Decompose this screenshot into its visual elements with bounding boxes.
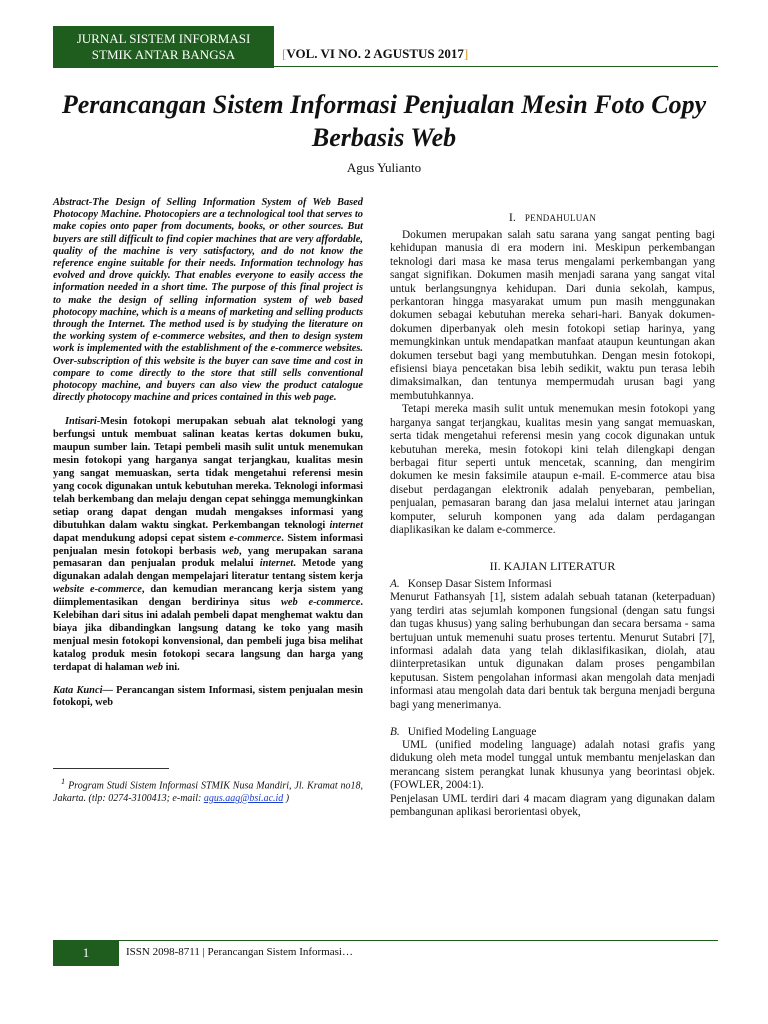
subsection-a-heading: A. Konsep Dasar Sistem Informasi	[390, 578, 552, 591]
paper-author: Agus Yulianto	[346, 160, 422, 175]
intisari-label: Intisari	[65, 416, 97, 428]
section-1-paragraph-1: Dokumen merupakan salah satu sarana yang sangat penting bagi kehidupan manusia di era modern ini. Meskipun perkembangan teknologi dari masa ke masa terus mengalami perkembangan yang sangat signifikan. Dokumen masih menjadi sarana yang sangat vital untuk berlangsungnya kehidupan. Dari dunia sekolah, kampus, perkantoran hingga masyarakat umum pun masih menggunakan dokumen sebagai kebutuhan mereka sehari-hari. Banyak dokumen-dokumen diperbanyak oleh mesin fotokopi setiap harinya, yang memungkinkan untuk mendapatkan manfaat ataupun keuntungan akan dokumen tersebut bagi yang membutuhkan. Dengan mesin fotokopi, efisiensi biaya pencetakan bisa lebih sedikit, waktu pun terasa lebih dimaksimalkan, dan tentunya mempermudah urusan bagi yang membutuhkannya.	[390, 229, 715, 402]
intisari: Intisari-Mesin fotokopi merupakan sebuah alat teknologi yang berfungsi untuk membuat salinan keatas kertas dokumen buku, maupun sumber lain. Tetapi pembeli masih sulit untuk menemukan mesin fotokopi yang harganya sangat terjangkau, kualitas mesin yang sangat memuaskan, serta tidak mengetahui referensi mesin yang cocok digunakan untuk kebutuhan mereka. Teknologi informasi telah berkembang dan melaju dengan cepat sehingga memungkinkan setiap orang dapat dengan mudah mengakses informasi yang dibutuhkan dalam waktu singkat. Perkembangan teknologi internet dapat mendukung adopsi cepat sistem e-commerce. Sistem informasi penjualan mesin fotokopi berbasis web, yang merupakan sarana pemasaran dan penjualan produk melalui internet. Metode yang digunakan adalah dengan mempelajari literatur tentang sistem kerja website e-commerce, dan kemudian merancang kerja sistem yang diimplementasikan dengan berdirinya situs web e-commerce. Kelebihan dari situs ini adalah pembeli dapat menghemat waktu dan biaya jika dibandingkan langsung datang ke toko yang masih menjual mesin fotokopi konvensional, dan pembeli juga bisa melihat katalog produk mesin fotokopi secara langsung dan harga yang terdapat di halaman web ini.	[53, 416, 364, 673]
subsection-a-paragraph: Menurut Fathansyah [1], sistem adalah sebuah tatanan (keterpaduan) yang terdiri atas sejumlah komponen fungsional (dengan satu fungsi dan tugas khusus) yang saling berhubungan dan secara bersama - sama bertujuan untuk memenuhi suatu proses tertentu. Menurut Sutabri [7], informasi adalah data yang telah diklasifikasikan, diolah, atau diinterpretasikan untuk digunakan dalam proses pengambilan keputusan. Sistem pengolahan informasi akan mengolah data menjadi informasi atau mengolah data dari bentuk tak berguna menjadi berguna bagi yang menerimanya.	[390, 591, 715, 711]
header-rule	[274, 66, 718, 67]
page-number: 1	[53, 940, 119, 966]
author-email-link[interactable]: agus.aag@bsi.ac.id	[203, 792, 284, 804]
footnote-marker: 1	[61, 777, 66, 786]
right-column	[390, 208, 715, 819]
footer-issn: ISSN 2098-8711 | Perancangan Sistem Informasi…	[126, 946, 353, 958]
bracket-open: [	[282, 46, 287, 61]
journal-name-box	[53, 26, 274, 68]
section-1-heading: I. PENDAHULUAN	[508, 210, 597, 224]
footnote-text: Program Studi Sistem Informasi STMIK Nusa Mandiri, Jl. Kramat no18, Jakarta. (tlp: 0274-3100413; e-mail:	[53, 780, 363, 804]
volume-info	[282, 46, 468, 62]
volume-text: VOL. VI NO. 2 AGUSTUS 2017	[286, 46, 464, 61]
journal-name-line1: JURNAL SISTEM INFORMASI	[76, 31, 251, 46]
subsection-b-paragraph-1: UML (unified modeling language) adalah notasi grafis yang didukung oleh meta model tunggal untuk membantu menjelaskan dan merancang sistem perangkat lunak khusunya yang beorintasi objek. (FOWLER, 2004:1).	[390, 739, 715, 792]
left-column	[53, 197, 363, 710]
author-footnote: $^1$ Program Studi Sistem Informasi STMIK Nusa Mandiri, Jl. Kramat no18, Jakarta. (tlp: 0274-3100413; e-mail: agus.aag@bsi.ac.id )	[53, 777, 363, 804]
section-2-heading: II. KAJIAN LITERATUR	[489, 559, 616, 574]
footnote-rule	[53, 768, 169, 769]
abstract: Abstract-The Design of Selling Information System of Web Based Photocopy Machine. Photocopiers are a technological tool that serves to make copies onto paper from documents, books, or other sources. But buyers are still difficult to find copier machines that are very affordable, quality of the machine is very satisfactory, and do not know the reference engine suitable for their needs. Information technology has evolved and drove quickly. That enables everyone to easily access the information needed in a short time. The purpose of this final project is to make the design of selling information system of web based photocopy machine, which is a means of marketing and selling products through the Internet. The method used is by studying the literature on the working system of e-commerce websites, and then to design system work is implemented with the establishment of the e-commerce websites. Over-subscription of this website is the buyer can save time and cost in compare to come directly to the store that still sells conventional photocopy machine, and buyers can also view the product catalogue directly photocopy machine and prices contained in this web page.	[53, 197, 363, 404]
journal-name-line2: STMIK ANTAR BANGSA	[91, 47, 236, 62]
paper-title: Perancangan Sistem Informasi Penjualan Mesin Foto Copy Berbasis Web	[61, 90, 707, 152]
bracket-close: ]	[463, 46, 469, 61]
section-1-paragraph-2: Tetapi mereka masih sulit untuk menemukan mesin fotokopi yang harganya sangat terjangkau, kualitas mesin yang sangat memuaskan, serta tidak mengetahui referensi mesin yang cocok digunakan untuk kebutuhan mereka, mesin fotokopi kini telah dilengkapi dengan berbagai fitur seperti untuk mencetak, scanning, dan mengirim dokumen ke mesin faksimile ataupun e-mail. E-commerce atau bisa disebut perdagangan elektronik adalah penyebaran, pembelian, penjualan, pemasaran barang dan jasa melalui internet atau jaringan komputer, seluruh komponen yang ada dalam perdagangan diaplikasikan ke dalam e-commerce.	[390, 403, 715, 536]
keywords-text: — Perancangan sistem Informasi, sistem penjualan mesin fotokopi, web	[53, 684, 363, 709]
subsection-b-heading: B. Unified Modeling Language	[390, 726, 537, 738]
footer-rule	[119, 940, 718, 941]
subsection-b-paragraph-2: Penjelasan UML terdiri dari 4 macam diagram yang digunakan dalam pembangunan aplikasi berorientasi obyek,	[390, 792, 715, 819]
keywords	[53, 685, 363, 711]
keywords-label: Kata Kunci	[53, 684, 103, 696]
